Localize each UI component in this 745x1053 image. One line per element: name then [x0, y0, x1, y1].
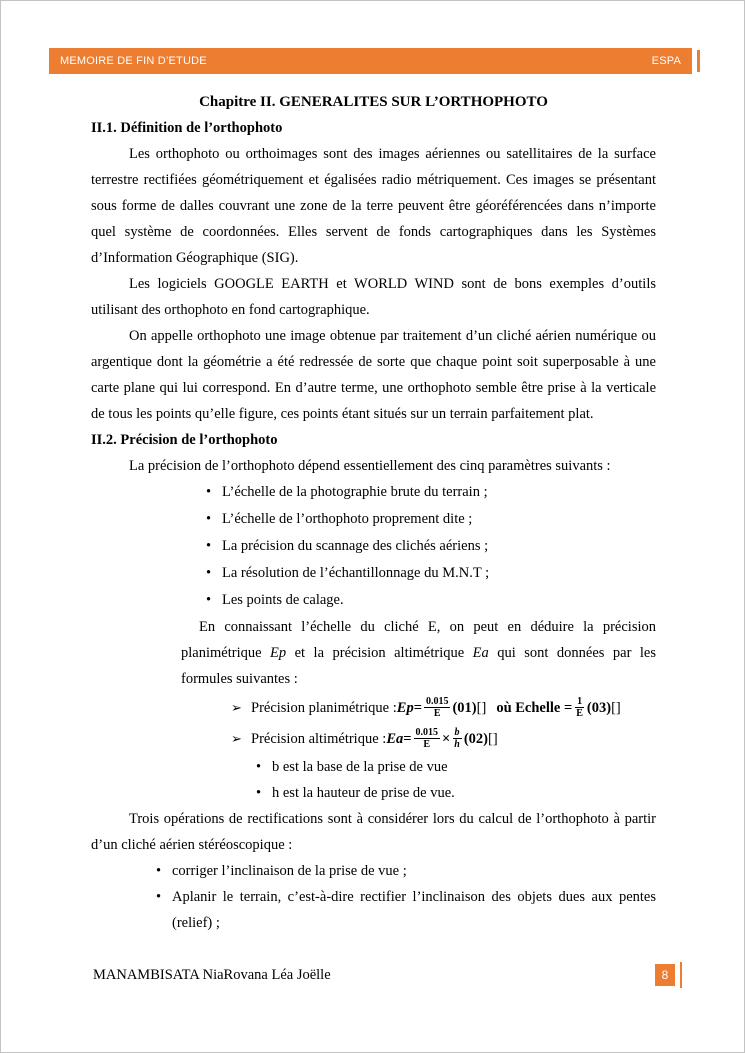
list-item-text: b est la base de la prise de vue: [272, 759, 448, 775]
fraction: [452, 727, 462, 750]
header-bar: [49, 48, 692, 74]
fraction-denominator: E: [433, 708, 441, 719]
list-item: [256, 754, 656, 780]
variable-ea: Ea: [472, 645, 489, 661]
formula-variable: Ep: [396, 699, 414, 716]
formula-altimetric: [231, 723, 656, 754]
header-left-text: MEMOIRE DE FIN D’ETUDE: [60, 55, 207, 67]
fraction-denominator: E: [576, 708, 583, 719]
formula-terms-list: [256, 754, 656, 806]
run: En connaissant l’échelle du cliché E, on peut en déduire la précision planimétrique: [181, 619, 656, 661]
empty-brackets: []: [488, 730, 498, 747]
equals-sign: =: [413, 699, 422, 716]
formula-label: Précision planimétrique :: [251, 699, 397, 716]
page-number-badge: 8: [655, 964, 675, 986]
arrow-bullet-icon: ➢: [231, 699, 242, 715]
fraction-denominator: h: [454, 739, 460, 750]
equals-sign: =: [403, 730, 412, 747]
paragraph-definition-2: On appelle orthophoto une image obtenue par traitement d’un cliché aérien numérique ou argentique dont la géométrie a été redressée de sorte que chaque point soit superposable à une carte plane qui lui correspond. En d’autre terme, une orthophoto semble être prise à la verticale de tous les points qu’elle figure, ces points étant situés sur un terrain parfaitement plat.: [91, 328, 656, 422]
bullet-icon: •: [156, 863, 162, 879]
list-item-text: L’échelle de l’orthophoto proprement dite ;: [222, 511, 473, 527]
bullet-icon: •: [256, 785, 262, 801]
header-right-text: ESPA: [651, 55, 681, 67]
list-item: [206, 506, 656, 532]
bullet-icon: •: [206, 484, 212, 500]
list-item: [206, 479, 656, 505]
fraction: [424, 696, 451, 719]
formula-label: Précision altimétrique :: [251, 730, 387, 747]
list-item-text: corriger l’inclinaison de la prise de vue ;: [172, 863, 407, 879]
bullet-icon: •: [206, 592, 212, 608]
arrow-bullet-icon: ➢: [231, 730, 242, 746]
document-body: [91, 89, 656, 936]
footer-accent-line: [680, 962, 682, 988]
run: qui sont données par les formules suivantes :: [181, 645, 656, 687]
bullet-icon: •: [206, 565, 212, 581]
bullet-icon: •: [256, 759, 262, 775]
list-item: [206, 560, 656, 586]
paragraph-rectification-intro: Trois opérations de rectifications sont à considérer lors du calcul de l’orthophoto à partir d’un cliché aérien stéréoscopique :: [91, 811, 656, 853]
paragraph-precision-intro: La précision de l’orthophoto dépend essentiellement des cinq paramètres suivants :: [129, 458, 611, 474]
list-item: [206, 533, 656, 559]
list-item: [156, 884, 656, 936]
formula-ref: (03): [586, 699, 612, 716]
chapter-title: Chapitre II. GENERALITES SUR L’ORTHOPHOTO: [199, 94, 548, 110]
rectification-list: [156, 858, 656, 936]
empty-brackets: []: [611, 699, 621, 716]
fraction: [574, 696, 585, 719]
header-accent-line: [697, 50, 700, 72]
bullet-icon: •: [156, 889, 162, 905]
paragraph-definition-1: Les orthophoto ou orthoimages sont des images aériennes ou satellitaires de la surface terrestre rectifiées géométriquement et égalisées radio métriquement. Ces images se présentant sous forme de dalles couvrant une zone de la terre peuvent être géoréférencées dans n’importe quel système de coordonnées. Elles servent de fonds cartographiques dans les Systèmes d’Information Géographique (SIG).: [91, 146, 656, 266]
formula-ref: (02): [463, 730, 488, 747]
paragraph-formulas-intro: [181, 614, 656, 692]
formula-variable: Ea: [386, 730, 404, 747]
variable-ep: Ep: [270, 645, 287, 661]
page-header: [49, 48, 700, 74]
list-item-text: Aplanir le terrain, c’est-à-dire rectifier l’inclinaison des objets dues aux pentes (relief) ;: [172, 889, 656, 931]
bullet-icon: •: [206, 511, 212, 527]
footer-page-area: [655, 962, 682, 988]
multiply-sign: ×: [442, 730, 451, 747]
formula-planimetric: [231, 692, 656, 723]
parameters-list: [206, 479, 656, 613]
list-item: [256, 780, 656, 806]
list-item-text: L’échelle de la photographie brute du terrain ;: [222, 484, 488, 500]
formula-ref: (01): [452, 699, 477, 716]
list-item-text: h est la hauteur de prise de vue.: [272, 785, 455, 801]
section-heading-1: II.1. Définition de l’orthophoto: [91, 120, 283, 136]
fraction-numerator: 0.015: [425, 696, 449, 707]
list-item: [156, 858, 656, 884]
fraction-numerator: 1: [577, 696, 583, 707]
list-item: [206, 587, 656, 613]
run: et la précision altimétrique: [286, 645, 473, 661]
list-item-text: La précision du scannage des clichés aériens ;: [222, 538, 489, 554]
section-heading-2: II.2. Précision de l’orthophoto: [91, 432, 278, 448]
fraction-numerator: 0.015: [415, 727, 438, 738]
list-item-text: Les points de calage.: [222, 592, 344, 608]
fraction: [414, 727, 441, 750]
paragraph-software-examples: Les logiciels GOOGLE EARTH et WORLD WIND sont de bons exemples d’outils utilisant des orthophoto en fond cartographique.: [91, 276, 656, 318]
fraction-denominator: E: [423, 739, 431, 750]
bullet-icon: •: [206, 538, 212, 554]
fraction-numerator: b: [454, 727, 460, 738]
list-item-text: La résolution de l’échantillonnage du M.N.T ;: [222, 565, 490, 581]
scale-label: où Echelle =: [496, 699, 573, 716]
formula-list: [231, 692, 656, 754]
footer-author: MANAMBISATA NiaRovana Léa Joëlle: [93, 966, 331, 983]
empty-brackets: []: [476, 699, 487, 716]
page-footer: [93, 962, 682, 988]
